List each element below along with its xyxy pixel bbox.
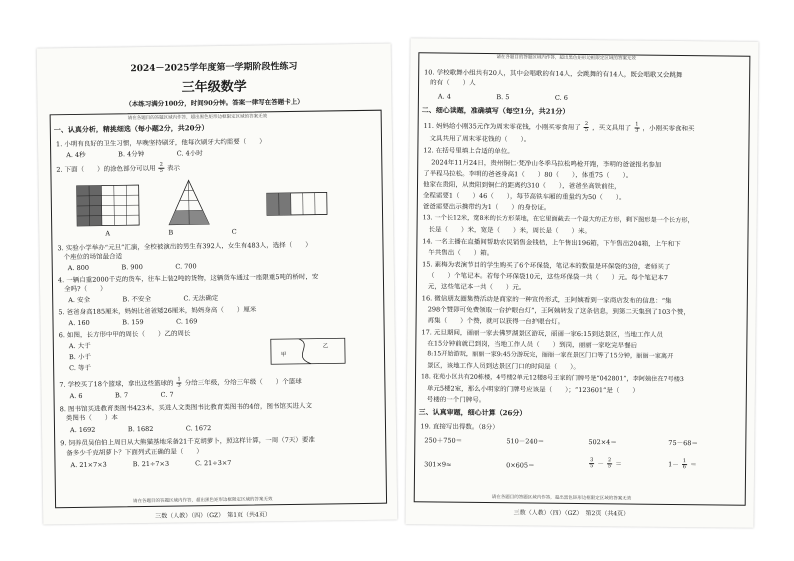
question-15-line-1: 15. 素梅为表演节目的学生购买了6个环保袋，笔记本的数量是环保袋的3倍，老师买了 <box>422 260 671 271</box>
question-6-option-b: B. 小于 <box>68 352 91 362</box>
border-note-bottom: 请在各题目的答题区域内作答，超出黑色矩形边框限定区域的答案无效 <box>132 497 273 505</box>
fraction-three-fifths: $\frac{3}{5}$ <box>590 457 594 470</box>
fraction-two-fifths: $\frac{2}{5}$ <box>159 161 164 174</box>
border-note-top: 请在各题目的答题区域内作答，超出黑色矩形边框限定区域的答案无效 <box>496 55 636 62</box>
calc-equals-sign: ＝ <box>615 459 622 468</box>
question-12-para-4: 全程需要1（ ）46（ ），每节高铁车厢的重量约为50（ ）。 <box>422 191 626 202</box>
calc-r2-c1: 301×9≈ <box>424 460 452 469</box>
question-12-para-3: 他家在贵阳，从贵阳到铜仁的距离约310（ ），爸爸坐高铁前往， <box>422 180 621 191</box>
question-11-tail: ，小刚买零食和买 <box>642 124 695 133</box>
question-3-options: A. 800 B. 900 C. 700 <box>67 262 197 273</box>
question-2 <box>56 163 180 176</box>
question-18-line-1: 18. 花苑小区共有20栋楼，4号楼2单元12楼8号王家的门牌号是“042801”，李阿姨住在7号楼3 <box>420 373 684 384</box>
question-12: 12. 在括号里填上合适的单位。 <box>423 146 514 156</box>
question-5-options: A. 160 B. 159 C. 169 <box>68 317 198 328</box>
question-15-line-3: 元，这些笔记本一共（ ）元。 <box>427 282 526 292</box>
calc-r1-c4: 75－68＝ <box>668 438 698 448</box>
question-18-line-3: 号楼的一个门牌号。 <box>426 395 486 404</box>
fraction-two-fifths: $\frac{2}{5}$ <box>607 457 612 470</box>
question-8-line-1: 8. 图书馆买进教育类图书423本，买进人文类图书比教育类图书的4倍，图书馆买进人文 <box>59 401 313 414</box>
calc-r1-c3: 502×4＝ <box>588 438 617 447</box>
question-18-line-2: 单元5楼2室，那么小明家的门牌号应该是（ ）；“123601”是（ ） <box>426 384 639 395</box>
question-2-labels: A B C <box>105 227 237 238</box>
calc-r2-c4 <box>668 459 697 470</box>
question-4-line-1: 4. 一辆自重2000千克的货车，往车上装2吨的货物，这辆货车通过一座限重5吨的桥时，安 <box>57 272 319 285</box>
question-8-options: A. 1692 B. 1682 C. 1672 <box>69 424 212 435</box>
page-1-footer: 三数（人教）（四）（GZ） 第1页（共4页） <box>155 511 271 520</box>
calc-r1-c1: 250＋750＝ <box>424 436 463 445</box>
calc-r2-c3 <box>588 458 622 469</box>
question-15-line-2: （ ）个笔记本。若每个环保袋10元，这些环保袋一共（ ）元。每个笔记本7 <box>428 271 669 282</box>
question-14-line-2: 午共售出（ ）箱。 <box>428 248 494 258</box>
question-6-option-a: A. 大于 <box>68 341 91 351</box>
calc-r1-c2: 510－240＝ <box>506 437 545 446</box>
question-19: 19. 直接写出得数。（8分） <box>420 422 499 432</box>
question-9-line-1: 9. 饲养员吴伯伯上周日从大熊猫基地采备21千克胡萝卜，照这样计算，一周（7天）要准 <box>60 435 315 448</box>
exam-header-title: 2024－2025学年度第一学期阶段性练习 <box>130 61 298 75</box>
question-13-line-2: 长是（ ）米，宽是（ ）米，周长是（ ）米。 <box>428 225 592 236</box>
question-6: 6. 如图，长方形中甲的周长（ ）乙的周长 <box>58 329 191 340</box>
section-1-heading: 一、认真分析，精挑细选（每小题2分，共20分） <box>53 123 209 135</box>
calc-r2-c2: 0×605＝ <box>506 461 535 470</box>
fraction-one-third: $\frac{1}{3}$ <box>635 121 639 134</box>
calc-equals-sign: ＝ <box>690 460 697 469</box>
question-1-options: A. 4秒 B. 4分钟 C. 4小时 <box>66 149 203 160</box>
question-10-line-1: 10. 学校歌舞小组共有20人，其中会唱歌的有14人，会跳舞的有14人，既会唱歌又会跳舞 <box>424 68 683 80</box>
exam-instructions: （本练习满分100分，时间90分钟。答案一律写在答题卡上） <box>125 97 304 109</box>
question-17-line-3: 8:15开始游玩，丽丽一家9:45分游玩完，丽丽一家在景区门口等了15分钟，丽丽一家离开 <box>427 350 674 360</box>
question-7-options: A. 6 B. 7 C. 7 <box>69 390 174 401</box>
question-4-line-2: 全吗?（ ） <box>64 284 107 294</box>
question-10-options: A. 4 B. 5 C. 6 <box>437 92 569 102</box>
fraction-one-third: $\frac{1}{3}$ <box>177 376 181 389</box>
question-11-line-2: 文具共用了周末零花钱的（ ）。 <box>429 134 531 144</box>
figure-b-triangle <box>169 180 210 225</box>
question-3-line-1: 3. 实验小学举办“元旦”汇演，全校被演出的男生有392人，女生有483人，选择（ ） <box>57 240 312 253</box>
question-9-options: A. 21×7×3 B. 21÷7×3 C. 21÷3×7 <box>70 458 232 470</box>
question-9-line-2: 备多少千克胡萝卜？下面列式正确的是（ ） <box>66 447 203 458</box>
question-7-text: 7. 学校买了18个篮球，拿出这些篮球的 <box>59 379 174 389</box>
question-16-line-2: 298个赞即可免费领取一台护眼台灯”，王阿姨转发了这条信息，到第二天集到了103个赞， <box>427 305 690 317</box>
calc-minus-op: － <box>597 459 604 468</box>
figure-a-grid <box>77 185 140 226</box>
question-17-line-1: 17. 元旦期间，丽丽一家去佛罗湖景区游玩，丽丽一家6:15到达景区，当地工作人员 <box>421 328 664 339</box>
question-13-line-1: 13. 一个长12米，宽8米的长方形菜地，在它里面截去一个最大的正方形，剩下图形是一个长方形， <box>422 214 694 225</box>
question-1: 1. 小明有良好的卫生习惯，早晚坚持刷牙，他每次刷牙大约需要（ ） <box>55 137 266 149</box>
question-16-line-3: 再集（ ）个赞，就可以获得一台护眼台灯。 <box>427 316 565 326</box>
border-note-bottom: 请在各题目的答题区域内作答，超出黑色矩形边框限定区域的答案无效 <box>491 495 632 502</box>
exam-page-1 <box>37 44 398 525</box>
question-2-text: 2. 下面（ ）的涂色部分可以用 <box>56 164 156 174</box>
exam-page-2 <box>405 38 758 528</box>
calc-one-minus: 1－ <box>668 460 679 469</box>
fraction-two-fifths: $\frac{2}{5}$ <box>584 121 589 134</box>
question-17-line-2: 在15分钟前就已到岗，当地工作人员（ ）到岗，丽丽一家吃完早餐后 <box>427 339 638 350</box>
question-11-mid: ，买文具用了 <box>592 123 632 133</box>
question-12-para-2: 了半程马拉松。李明的爸爸身高1（ ）80（ ），体重75（ ）。 <box>423 169 633 180</box>
question-12-para-5: 爸爸需要出示携带约为1（ ）的身份证。 <box>422 202 551 212</box>
region-yi-label: 乙 <box>322 343 329 350</box>
question-10-line-2: 的有（ ）人 <box>430 78 476 87</box>
border-note-top: 请在各题目的答题区域内作答，超出黑色矩形边框限定区域的答案无效 <box>127 114 268 122</box>
question-7-suffix: 分给三年级，分给三年级（ ）个篮球 <box>184 377 302 387</box>
subject-title: 三年级数学 <box>181 79 247 96</box>
question-5: 5. 爸爸身高185厘米，妈妈比爸爸矮26厘米，妈妈身高（ ）厘米 <box>58 305 257 317</box>
question-14-line-1: 14. 一名主播在直播间帮助农民销售金钱桔，上午售出196箱，下午售出204箱，上午和下 <box>422 237 681 249</box>
region-jia-label: 甲 <box>280 352 287 359</box>
question-3-line-2: 个座位的场馆最合适 <box>63 252 123 262</box>
page-2-footer: 三数（人教）（四）（GZ） 第2页（共4页） <box>513 509 630 518</box>
question-17-line-4: 景区，该地工作人员到达景区门口的时间是（ ）。 <box>427 361 580 371</box>
fraction-one-sixth: $\frac{1}{6}$ <box>682 458 687 471</box>
question-2-suffix: 表示 <box>166 164 181 173</box>
question-16-line-1: 16. 微信朋友圈集赞活动是商家的一种宣传形式，王阿姨看到一家商店发布的信息：“集 <box>421 294 672 305</box>
figure-c-bar <box>267 192 327 215</box>
section-3-heading: 三、认真审题，细心计算（26分） <box>418 407 527 418</box>
question-4-options: A. 安全 B. 不安全 C. 无法确定 <box>68 293 219 305</box>
question-11-text: 11. 妈妈给小刚35元作为周末零花钱，小刚买零食用了 <box>423 121 581 132</box>
question-6-option-c: C. 等于 <box>69 363 92 373</box>
question-8-line-2: 类图书（ ）本 <box>65 413 118 423</box>
section-2-heading: 二、细心读题，准确填写（每空1分，共21分） <box>421 105 570 116</box>
question-12-para-1: 2024年11月24日，贵州铜仁·梵净山冬季马拉松鸣枪开跑，李明的爸爸报名参加 <box>431 158 662 169</box>
